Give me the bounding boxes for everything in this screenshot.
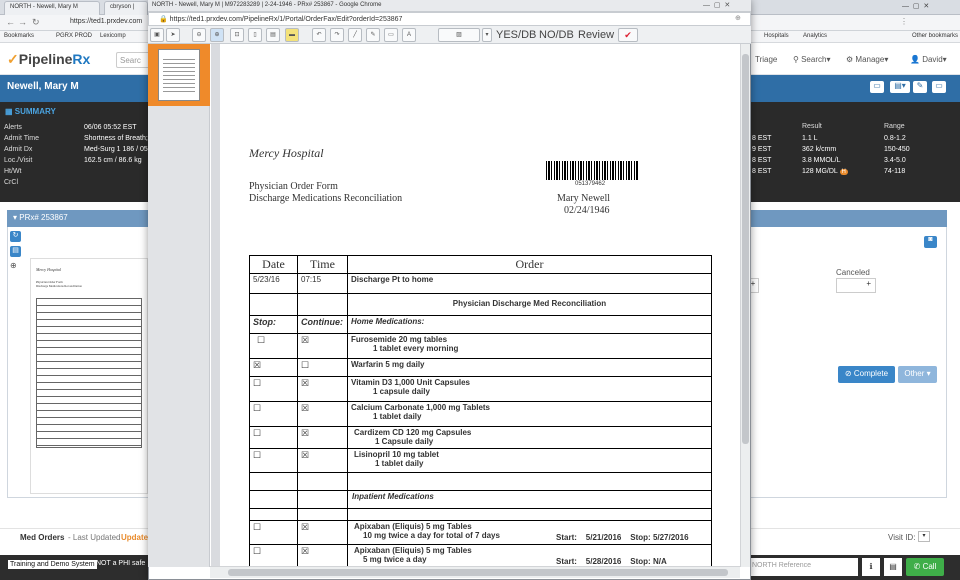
prx-title-text: PRx# 253867 [19,213,68,222]
med-sig: 1 tablet daily [373,412,422,421]
search-icon: ⚲ [793,55,802,64]
stop-date: N/A [652,557,667,566]
table-row [250,449,712,473]
reference-input[interactable]: NORTH Reference [748,558,858,576]
preview-hospital: Mercy Hospital [36,267,61,272]
row1-order: Discharge Pt to home [348,274,712,294]
stepper-plus-left[interactable]: + [747,278,759,293]
stop-checkbox[interactable]: ☐ [250,449,298,473]
outer-tab-2[interactable] [104,1,148,15]
nav-manage-label: Manage [855,55,885,64]
empty-cell [250,491,298,509]
continue-checkbox[interactable]: ☒ [298,521,348,545]
canceled-label: Canceled [836,268,870,277]
lab-result: 3.8 MMOL/L [802,157,841,164]
continue-checkbox[interactable]: ☒ [298,449,348,473]
empty-cell [298,294,348,316]
print-icon[interactable]: ▤ [10,246,21,257]
empty-cell [250,509,298,521]
form-title: Physician Order Form [249,181,338,192]
lab-header-result: Result [802,123,822,130]
summary-value: 06/06 05:52 EST [84,124,137,131]
table-row [250,334,712,359]
summary-icon: ▦ [5,107,15,116]
nav-user[interactable]: 👤 David▾ [910,55,947,64]
prx-title: ▾ PRx# 253867 [13,213,68,222]
review-button[interactable]: Review [578,29,615,41]
phi-notice: NOT a PHI safe [96,560,146,567]
window-controls[interactable]: — ▢ ✕ [902,3,930,10]
med-start-stop [556,533,689,542]
continue-checkbox[interactable]: ☒ [298,427,348,449]
stop-checkbox[interactable]: ☐ [250,545,298,568]
user-icon: 👤 [910,55,923,64]
popup-title: NORTH - Newell, Mary M | M972283289 | 2-24-1946 - PRx# 253867 - Google Chrome [152,2,382,8]
popup-url[interactable]: https://ted1.prxdev.com/PipelineRx/1/Portal/OrderFax/Edit?orderId=253867 [169,16,403,23]
summary-value: Med-Surg 1 186 / 05 [84,146,148,153]
window-icon[interactable]: ▭ [932,81,946,93]
continue-checkbox[interactable]: ☒ [298,334,348,359]
empty-cell [250,473,298,491]
horizontal-scroll-thumb[interactable] [228,569,728,576]
start-date: 5/21/2016 [585,533,622,542]
menu-icon[interactable]: ⋮ [900,17,908,26]
highlight-icon[interactable]: ▬ [285,28,299,42]
table-row [250,473,712,491]
nav-search-label: Search [801,55,827,64]
lab-time: 8 EST [752,135,772,142]
preview-form-title: Physician Order Form [36,280,63,284]
thumbnail-lines [163,56,195,94]
med-cell [348,545,712,568]
zoom-icon[interactable]: ⊕ [10,261,17,270]
table-row [250,491,712,509]
med-name: Furosemide 20 mg tables [351,335,448,344]
table-row [250,427,712,449]
edit-icon[interactable]: ✎ [913,81,927,93]
med-sig: 1 capsule daily [373,387,430,396]
patient-dob: 02/24/1946 [564,205,610,216]
lab-result [802,166,848,178]
summary-labels [4,122,39,188]
vertical-scroll-thumb[interactable] [742,54,749,444]
rectangle-icon[interactable]: ▭ [384,28,398,42]
med-sig: 1 tablet every morning [373,344,459,353]
header-order: Order [348,256,712,274]
med-cell [348,377,712,402]
bookmarks-label[interactable]: Bookmarks [4,33,35,39]
fax-page [220,44,740,567]
phone-icon: ✆ [913,562,923,571]
image-icon[interactable]: ▨ [438,28,480,42]
lab-range: 150-450 [884,146,910,153]
summary-title-text: SUMMARY [14,107,56,116]
summary-value: Shortness of Breath; [84,135,148,142]
lab-ranges [884,133,910,177]
notes-icon[interactable]: ▤ [884,558,902,576]
table-row [250,274,712,294]
call-label: Call [922,562,937,571]
lab-header-range: Range [884,123,905,130]
update-link[interactable]: Update [121,533,149,542]
call-button[interactable] [906,558,944,576]
empty-cell [298,491,348,509]
continue-header: Continue: [298,316,348,334]
stop-checkbox[interactable]: ☐ [250,402,298,427]
popup-address-bar [148,12,751,26]
home-meds-header: Home Medications: [348,316,712,334]
reload-icon[interactable]: ↻ [32,17,40,27]
table-row [250,316,712,334]
page-thumbnail [158,49,200,101]
table-row [250,359,712,377]
save-icon[interactable]: ▣ [150,28,164,42]
visit-id-select[interactable]: ▾ [918,531,930,542]
table-row [250,545,712,568]
app-logo[interactable] [7,51,90,68]
med-orders-sub: - Last Updated [68,533,121,542]
lab-times [752,133,771,177]
med-name: Apixaban (Eliquis) 5 mg Tables [354,546,472,555]
med-cell [348,334,712,359]
lab-time: 8 EST [752,157,772,164]
visit-id-label: Visit ID: [888,533,916,542]
outer-tab-2-label: cbryson | [110,4,135,10]
page-thumbnail-selected[interactable] [148,44,210,106]
back-icon[interactable]: ← [6,17,15,27]
info-icon[interactable]: ℹ [862,558,880,576]
table-row [250,402,712,427]
table-row [250,377,712,402]
logo-rx: Rx [72,51,91,67]
lab-time: 8 EST [752,168,772,175]
zoom-out-icon[interactable]: ⊖ [192,28,206,42]
summary-label: Alerts [4,124,22,131]
training-badge: Training and Demo System [10,561,95,568]
header-time: Time [298,256,348,274]
summary-label: Admit Time [4,135,40,142]
lab-result-text: 128 MG/DL [802,168,838,175]
nav-triage[interactable]: Triage [755,55,778,64]
preview-table [36,298,142,448]
med-orders-title: Med Orders [20,533,65,542]
summary-values [84,122,148,166]
continue-checkbox[interactable]: ☒ [298,402,348,427]
doc-menu-icon[interactable]: ▤▾ [890,81,910,93]
empty-cell [250,294,298,316]
section-title: Physician Discharge Med Reconciliation [348,294,712,316]
hospital-name: Mercy Hospital [249,146,324,160]
med-sig: 1 Capsule daily [375,437,434,446]
stop-checkbox[interactable]: ☐ [250,377,298,402]
med-cell [348,449,712,473]
logo-text: Pipeline [18,51,73,67]
canceled-stepper[interactable]: + [836,278,876,293]
outer-tab-1[interactable] [4,1,100,15]
empty-cell [348,473,712,491]
stop-checkbox[interactable]: ☐ [250,427,298,449]
patient-name-doc: Mary Newell [557,193,611,204]
barcode-number: 051379462 [575,181,606,187]
vertical-scrollbar[interactable] [740,44,750,567]
forward-icon[interactable]: → [18,17,27,27]
nav-user-label: David [922,55,943,64]
horizontal-scrollbar[interactable] [210,566,740,578]
summary-label: Ht/Wt [4,168,22,175]
line-icon[interactable]: ╱ [348,28,362,42]
continue-checkbox[interactable]: ☐ [298,359,348,377]
continue-checkbox[interactable]: ☒ [298,545,348,568]
pen-icon[interactable]: ✎ [366,28,380,42]
yes-db-button[interactable]: YES/DB [496,29,537,41]
stop-date: 5/27/2016 [652,533,689,542]
reject-check-icon[interactable]: ✔ [618,28,638,42]
start-label: Start: [556,533,577,542]
check-circle-icon: ⊘ [844,369,854,378]
comment-icon[interactable]: ▭ [870,81,884,93]
bookmark-hospitals[interactable]: Hospitals [764,33,789,39]
empty-cell [348,509,712,521]
popup-window-controls[interactable]: — ▢ ✕ [703,2,731,9]
app-search-input[interactable]: Searc [116,52,150,68]
camera-icon[interactable]: ◙ [924,236,937,248]
med-name: Calcium Carbonate 1,000 mg Tablets [351,403,491,412]
table-row [250,509,712,521]
text-icon[interactable]: A [402,28,416,42]
popup-titlebar [148,0,751,12]
no-db-button[interactable]: NO/DB [539,29,574,41]
fit-page-icon[interactable]: ⊡ [230,28,244,42]
thumbnail-icon[interactable]: ▤ [266,28,280,42]
fax-preview[interactable] [30,258,148,494]
med-cell [348,427,712,449]
med-name: Cardizem CD 120 mg Capsules [354,428,472,437]
image-dropdown-icon[interactable]: ▾ [482,28,492,42]
complete-label: Complete [853,369,889,378]
gear-icon: ⚙ [846,55,856,64]
rotate-right-icon[interactable]: ↷ [330,28,344,42]
lab-time: 9 EST [752,146,772,153]
med-name: Vitamin D3 1,000 Unit Capsules [351,378,471,387]
empty-cell [298,473,348,491]
page-icon[interactable]: ▯ [248,28,262,42]
summary-title [5,107,56,116]
bookmark-analytics[interactable]: Analytics [803,33,828,39]
med-name: Lisinopril 10 mg tablet [354,450,439,459]
lock-icon: 🔒 [159,16,170,23]
summary-label: Admit Dx [4,146,33,153]
form-subtitle: Discharge Medications Reconciliation [249,193,403,204]
refresh-icon[interactable]: ↻ [10,231,21,242]
empty-cell [298,509,348,521]
header-date: Date [250,256,298,274]
high-flag-icon: H [841,169,846,175]
lab-range: 74-118 [884,168,906,175]
inpatient-header: Inpatient Medications [348,491,712,509]
zoom-in-icon[interactable]: ⊕ [210,28,224,42]
stop-checkbox[interactable]: ☒ [250,359,298,377]
row1-date: 5/23/16 [250,274,298,294]
lab-results [802,133,848,178]
thumbnail-pane [148,44,210,567]
nav-manage[interactable]: ⚙ Manage▾ [846,55,889,64]
stop-label: Stop: [630,557,651,566]
med-name: Apixaban (Eliquis) 5 mg Tables [354,522,472,531]
bookmark-other[interactable]: Other bookmarks [912,33,959,39]
med-sig: 10 mg twice a day for total of 7 days [363,531,500,540]
med-sig: 1 tablet daily [375,459,424,468]
lab-range: 0.8-1.2 [884,135,906,142]
med-cell [348,521,712,545]
lab-result: 1.1 L [802,135,818,142]
summary-label: CrCl [4,179,18,186]
med-start-stop [556,557,667,566]
med-name: Warfarin 5 mg daily [351,360,425,369]
start-label: Start: [556,557,577,566]
barcode [546,161,638,180]
summary-label: Loc./Visit [4,157,33,164]
other-button[interactable]: Other ▾ [898,366,937,383]
continue-checkbox[interactable]: ☒ [298,377,348,402]
pointer-icon[interactable]: ➤ [166,28,180,42]
lab-result: 362 k/cmm [802,146,837,153]
summary-value: 162.5 cm / 86.6 kg [84,157,142,164]
other-label: Other [904,369,925,378]
outer-url[interactable]: https://ted1.prxdev.com [70,18,143,25]
table-header-row [250,256,712,274]
start-date: 5/28/2016 [585,557,622,566]
nav-search[interactable]: ⚲ Search▾ [793,55,831,64]
med-sig: 5 mg twice a day [363,555,427,564]
bookmark-lexicomp[interactable]: Lexicomp [100,33,126,39]
stop-checkbox[interactable]: ☐ [250,334,298,359]
bookmark-pgrx[interactable]: PGRX PROD [56,33,93,39]
logo-icon: ✓ [7,51,19,67]
outer-tab-1-label: NORTH - Newell, Mary M [10,4,78,10]
table-row [250,521,712,545]
stop-header: Stop: [250,316,298,334]
stop-label: Stop: [630,533,651,542]
rotate-left-icon[interactable]: ↶ [312,28,326,42]
med-cell [348,402,712,427]
patient-name: Newell, Mary M [7,81,79,92]
popup-zoom-icon[interactable]: ⊕ [735,15,741,22]
complete-button[interactable] [838,366,895,383]
stop-checkbox[interactable]: ☐ [250,521,298,545]
row1-time: 07:15 [298,274,348,294]
lab-range: 3.4-5.0 [884,157,906,164]
table-row [250,294,712,316]
preview-form-subtitle: Discharge Medications Reconciliation [36,284,82,288]
med-cell [348,359,712,377]
order-table [249,255,712,567]
